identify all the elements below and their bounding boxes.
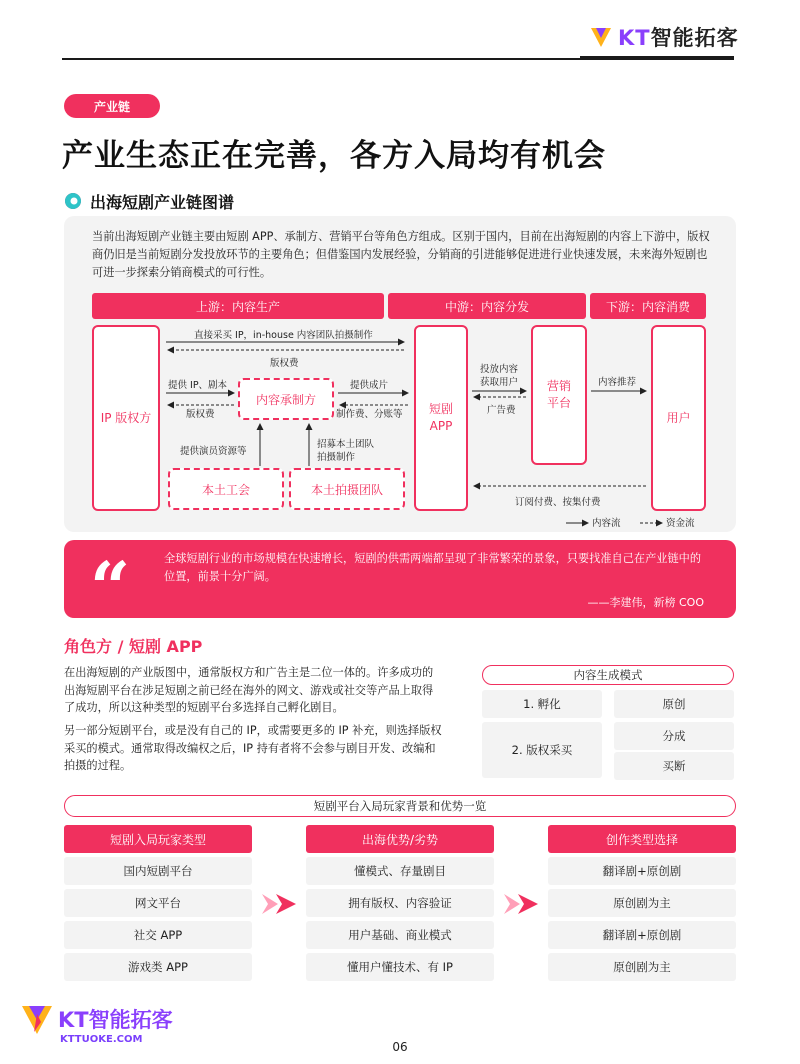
table-cell: 网文平台 [64,889,252,917]
label-ads: 投放内容 获取用户 [480,364,519,388]
section-title: 出海短剧产业链图谱 [90,193,235,212]
brand-cn: 智能拓客 [88,1008,173,1032]
label-recruit: 招募本土团队 拍摄制作 [317,439,375,463]
brand-mark-icon [590,26,612,48]
page-title: 产业生态正在完善，各方入局均有机会 [62,138,606,174]
stage-upstream: 上游：内容生产 [92,293,384,319]
role-heading: 角色方 / 短剧 APP [64,637,203,656]
quote-block [64,540,736,629]
mode-incubate: 1. 孵化 [482,690,602,718]
label-recommend: 内容推荐 [598,377,637,388]
node-producer: 内容承制方 [238,378,334,420]
table-cell: 翻译剧+原创剧 [548,921,736,949]
table-cell: 原创剧为主 [548,889,736,917]
table-cell: 懂用户懂技术、有 IP [306,953,494,981]
legend-money-flow: 资金流 [666,518,695,529]
node-user: 用户 [651,325,706,511]
table-cell: 游戏类 APP [64,953,252,981]
intro-text: 当前出海短剧产业链主要由短剧 APP、承制方、营销平台等角色方组成。区别于国内，目前在出海短剧的内容上下游中，版权商仍旧是当前短剧分发投放环节的主要角色；但借鉴国内发展经验，分销商的引进能够促进进行业快速发展，未来海外短剧也可进一步探索分销商模式的可行性。 [92,230,710,279]
brand-kt: KT [58,1008,89,1032]
table-cell: 翻译剧+原创剧 [548,857,736,885]
brand-logo-bottom [20,1002,173,1045]
section-tag: 产业链 [64,94,160,118]
chevron-right-icon [502,890,542,918]
brand-url: KTTUOKE.COM [60,1034,143,1045]
brand-mark-icon [20,1002,54,1036]
quote-author: ——李建伟，新榜 COO [587,596,704,609]
col-head-type: 短剧入局玩家类型 [64,825,252,853]
node-drama-app: 短剧 APP [414,325,468,511]
stage-midstream: 中游：内容分发 [388,293,586,319]
header-rule-accent [580,56,734,60]
node-local-team: 本土拍摄团队 [289,468,405,510]
table-cell: 拥有版权、内容验证 [306,889,494,917]
brand-logo-top [590,22,739,52]
table-cell: 国内短剧平台 [64,857,252,885]
mode-license-share: 分成 [614,722,734,750]
table-cell: 社交 APP [64,921,252,949]
col-head-genre: 创作类型选择 [548,825,736,853]
label-provide-ip: 提供 IP、剧本 [168,380,228,391]
legend-content-flow: 内容流 [592,518,621,529]
label-actors: 提供演员资源等 [180,446,247,457]
label-royalty-top: 版权费 [270,358,299,369]
label-royalty-left: 版权费 [186,409,215,420]
node-local-guild: 本土工会 [168,468,284,510]
players-table-heading: 短剧平台入局玩家背景和优势一览 [64,795,736,817]
label-ad-fee: 广告费 [487,405,516,416]
brand-kt: KT [618,26,651,50]
chevron-right-icon [260,890,300,918]
mode-license: 2. 版权采买 [482,722,602,778]
page-number: 06 [392,1040,408,1054]
role-paragraph-2: 另一部分短剧平台，或是没有自己的 IP，或需要更多的 IP 补充，则选择版权采买的模式。通常取得改编权之后，IP 持有者将不会参与剧目开发、改编和拍摄的过程。 [64,724,442,772]
stage-downstream: 下游：内容消费 [590,293,706,319]
label-fee: 制作费、分账等 [336,409,403,420]
modes-heading: 内容生成模式 [482,665,734,685]
mode-incubate-value: 原创 [614,690,734,718]
label-pay: 订阅付费、按集付费 [515,497,601,508]
table-cell: 原创剧为主 [548,953,736,981]
brand-cn: 智能拓客 [650,26,739,50]
table-cell: 懂模式、存量剧目 [306,857,494,885]
col-head-advantage: 出海优势/劣势 [306,825,494,853]
label-provide-film: 提供成片 [350,380,389,391]
quote-text: 全球短剧行业的市场规模在快速增长，短剧的供需两端都呈现了非常繁荣的景象，只要找准自己在产业链中的位置，前景十分广阔。 [164,552,702,583]
node-marketing: 营销 平台 [531,325,587,465]
label-direct: 直接采买 IP，in-house 内容团队拍摄制作 [194,330,373,341]
mode-license-buyout: 买断 [614,752,734,780]
quote-mark-icon: “ [90,546,131,629]
node-ip-owner: IP 版权方 [92,325,160,511]
role-paragraph-1: 在出海短剧的产业版图中，通常版权方和广告主是二位一体的。许多成功的出海短剧平台在涉足短剧之前已经在海外的网文、游戏或社交等产品上取得了成功，所以这种类型的短剧平台多选择自己孵化剧目。 [64,666,434,714]
section-bullet-icon [64,192,82,210]
table-cell: 用户基础、商业模式 [306,921,494,949]
